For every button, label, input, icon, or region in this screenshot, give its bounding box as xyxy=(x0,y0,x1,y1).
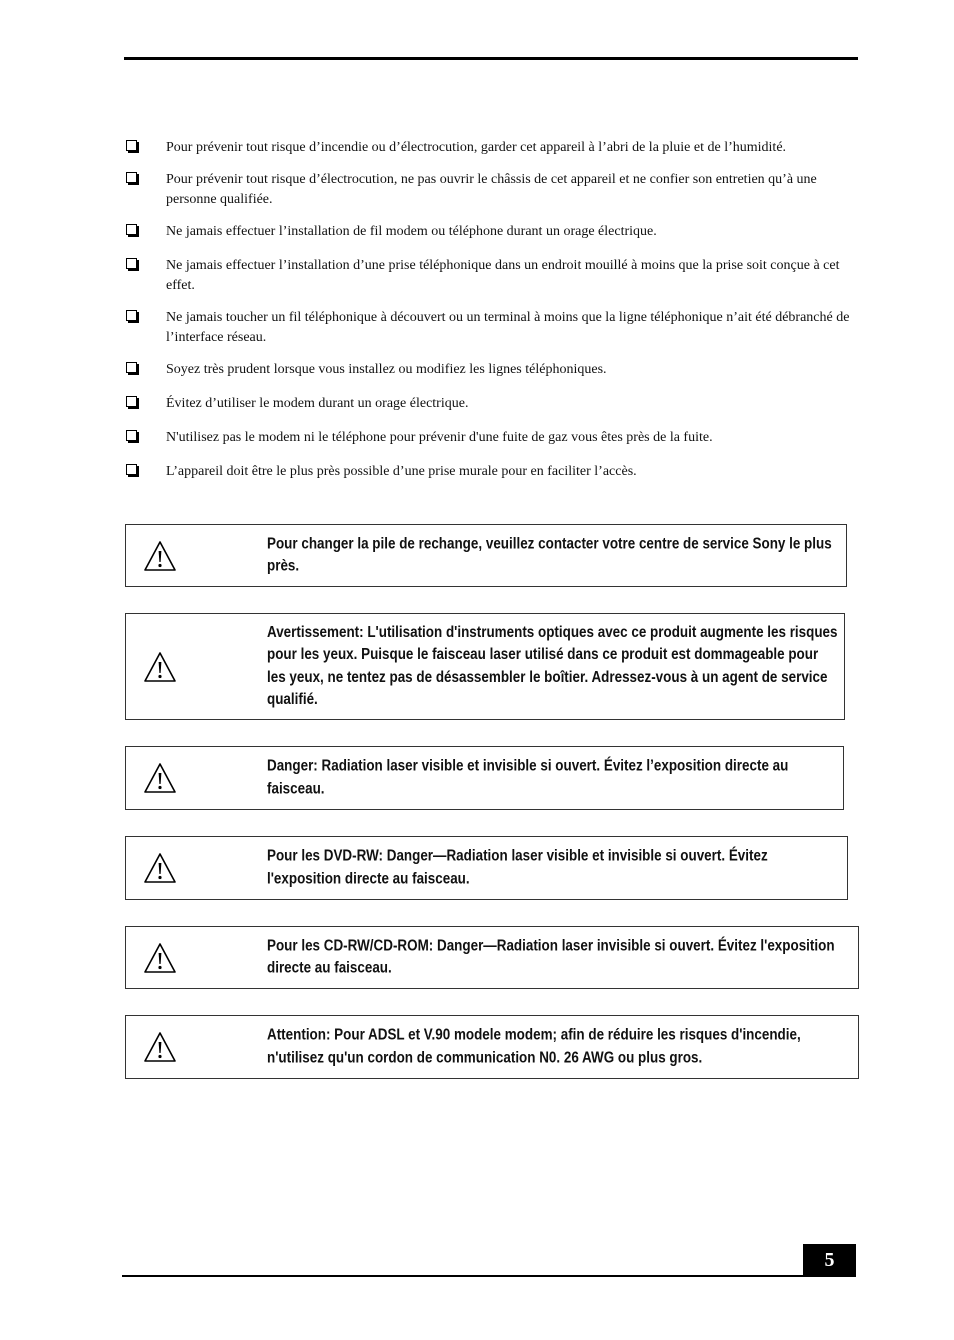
list-item xyxy=(124,394,854,414)
page-number: 5 xyxy=(803,1244,856,1277)
warning-triangle-icon xyxy=(142,761,178,795)
warning-box-battery xyxy=(125,524,847,587)
bullet-text: L’appareil doit être le plus près possible d’une prise murale pour en faciliter l’accès. xyxy=(166,464,637,479)
bullet-text: Ne jamais effectuer l’installation d’une prise téléphonique dans un endroit mouillé à moins que la prise soit conçue à cet effet. xyxy=(166,258,840,293)
bullet-text: N'utilisez pas le modem ni le téléphone pour prévenir d'une fuite de gaz vous êtes près de la fuite. xyxy=(166,430,713,445)
warning-box-modem xyxy=(125,1015,859,1079)
checkbox-icon xyxy=(126,140,137,151)
checkbox-icon xyxy=(126,224,137,235)
warning-text: Pour changer la pile de rechange, veuillez contacter votre centre de service Sony le plus près. xyxy=(267,535,832,575)
warning-box-cd-rw xyxy=(125,926,859,989)
warning-text: Danger: Radiation laser visible et invisible si ouvert. Évitez l’exposition directe au faisceau. xyxy=(267,757,789,797)
list-item xyxy=(124,428,854,448)
warning-box-optical xyxy=(125,613,845,720)
list-item xyxy=(124,138,854,158)
checkbox-icon xyxy=(126,258,137,269)
warning-text: Pour les DVD-RW: Danger—Radiation laser visible et invisible si ouvert. Évitez l'exposition directe au faisceau. xyxy=(267,847,768,887)
checkbox-icon xyxy=(126,362,137,373)
footer-rule xyxy=(122,1275,856,1277)
list-item xyxy=(124,170,854,210)
checkbox-icon xyxy=(126,464,137,475)
list-item xyxy=(124,222,854,242)
warning-triangle-icon xyxy=(142,1030,178,1064)
checkbox-icon xyxy=(126,396,137,407)
checkbox-icon xyxy=(126,430,137,441)
safety-bullet-list xyxy=(124,138,854,482)
checkbox-icon xyxy=(126,310,137,321)
list-item xyxy=(124,256,854,296)
warning-triangle-icon xyxy=(142,851,178,885)
warning-triangle-icon xyxy=(142,941,178,975)
bullet-text: Ne jamais toucher un fil téléphonique à découvert ou un terminal à moins que la ligne téléphonique n’ait été débranché de l’interface réseau. xyxy=(166,310,850,345)
list-item xyxy=(124,308,854,348)
warning-text: Avertissement: L'utilisation d'instruments optiques avec ce produit augmente les risques pour les yeux. Puisque le faisceau laser utilisé dans ce produit est dommageable pour les yeux, ne tentez pas de désassembler le boîtier. Adressez-vous à un agent de service qualifié. xyxy=(267,623,838,708)
bullet-text: Pour prévenir tout risque d’incendie ou d’électrocution, garder cet appareil à l’abri de la pluie et de l’humidité. xyxy=(166,140,787,155)
bullet-text: Soyez très prudent lorsque vous installez ou modifiez les lignes téléphoniques. xyxy=(166,362,607,377)
warning-text: Pour les CD-RW/CD-ROM: Danger—Radiation laser invisible si ouvert. Évitez l'exposition directe au faisceau. xyxy=(267,937,835,977)
warning-triangle-icon xyxy=(142,650,178,684)
list-item xyxy=(124,360,854,380)
warning-triangle-icon xyxy=(142,539,178,573)
checkbox-icon xyxy=(126,172,137,183)
header-rule xyxy=(124,57,858,60)
warning-box-laser xyxy=(125,746,844,810)
bullet-text: Évitez d’utiliser le modem durant un orage électrique. xyxy=(166,396,469,411)
warning-box-dvd-rw xyxy=(125,836,848,900)
list-item xyxy=(124,462,854,482)
bullet-text: Pour prévenir tout risque d’électrocution, ne pas ouvrir le châssis de cet appareil et ne confier son entretien qu’à une personne qualifiée. xyxy=(166,172,817,207)
warning-text: Attention: Pour ADSL et V.90 modele modem; afin de réduire les risques d'incendie, n'utilisez qu'un cordon de communication N0. 26 AWG ou plus gros. xyxy=(267,1026,801,1066)
bullet-text: Ne jamais effectuer l’installation de fil modem ou téléphone durant un orage électrique. xyxy=(166,224,657,239)
